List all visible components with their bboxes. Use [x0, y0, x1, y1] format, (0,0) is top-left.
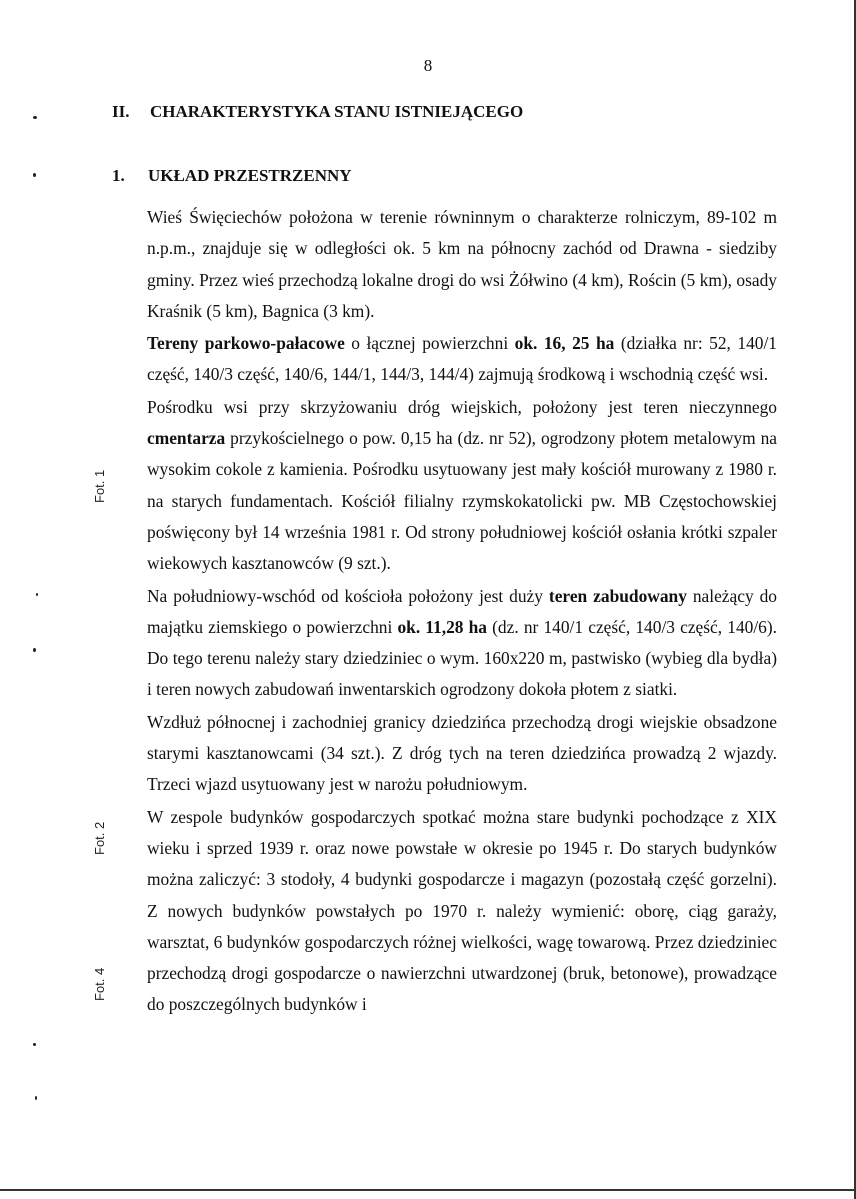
scan-speck: [35, 1096, 37, 1100]
paragraph-5: Wzdłuż północnej i zachodniej granicy dziedzińca przechodzą drogi wiejskie obsadzone starymi kasztanowcami (34 szt.). Z dróg tych na teren dziedzińca prowadzą 2 wjazdy. Trzeci wjazd usytuowany jest w narożu południowym.: [147, 711, 777, 795]
margin-label-fot-1: Fot. 1: [92, 469, 107, 503]
bold-term: Tereny parkowo-pałacowe: [147, 333, 345, 354]
scan-speck: [33, 173, 36, 177]
subsection-number: 1.: [112, 166, 125, 185]
margin-label-fot-4: Fot. 4: [92, 967, 107, 1001]
bold-term: ok. 16, 25 ha: [514, 333, 615, 354]
page-number: 8: [423, 56, 433, 75]
paragraph-4: [147, 581, 777, 706]
scan-edge-bottom: [0, 1189, 856, 1191]
bold-term: ok. 11,28 ha: [397, 616, 487, 637]
paragraph-1: Wieś Święciechów położona w terenie równinnym o charakterze rolniczym, 89-102 m n.p.m., znajduje się w odległości ok. 5 km na północny zachód od Drawna - siedziby gminy. Przez wieś przechodzą lokalne drogi do wsi Żółwino (4 km), Rościn (5 km), osady Kraśnik (5 km), Bagnica (3 km).: [147, 207, 777, 321]
margin-label-fot-2: Fot. 2: [92, 821, 107, 855]
paragraph-text: o łącznej powierzchni: [344, 333, 515, 354]
paragraph-2: [147, 328, 777, 391]
body-text: [147, 202, 777, 1021]
paragraph-text: (dz. nr 140/1 część, 140/3 część, 140/6). Do tego terenu należy stary dziedziniec o wym. 160x220 m, pastwisko (wybieg dla bydła) i teren nowych zabudowań inwentarskich ogrodzony dokoła płotem z siatki.: [147, 616, 778, 700]
bold-term: teren zabudowany: [548, 585, 687, 606]
paragraph-text: należący do majątku ziemskiego o powierzchni: [147, 585, 777, 637]
paragraph-6: W zespole budynków gospodarczych spotkać można stare budynki pochodzące z XIX wieku i sprzed 1939 r. oraz nowe powstałe w okresie po 1945 r. Do starych budynków można zaliczyć: 3 stodoły, 4 budynki gospodarcze i magazyn (pozostałą część gorzelni). Z nowych budynków powstałych po 1970 r. należy wymienić: oborę, ciąg garaży, warsztat, 6 budynków gospodarczych różnej wielkości, wagę towarową. Przez dziedziniec przechodzą drogi gospodarcze o nawierzchni utwardzonej (bruk, betonowe), prowadzące do poszczególnych budynków i: [147, 806, 777, 1015]
scan-speck: [33, 648, 36, 652]
paragraph-text: przykościelnego o pow. 0,15 ha (dz. nr 52), ogrodzony płotem metalowym na wysokim cokole z kamienia. Pośrodku usytuowany jest mały kościół murowany z 1980 r. na starych fundamentach. Kościół filialny rzymskokatolicki pw. MB Częstochowskiej poświęcony był 14 września 1981 r. Od strony południowej kościół osłania krótki szpaler wiekowych kasztanowców (9 szt.).: [147, 428, 777, 574]
bold-term: cmentarza: [147, 428, 226, 449]
paragraph-text: (działka nr: 52, 140/1 część, 140/3 część, 140/6, 144/1, 144/3, 144/4) zajmują środkową i wschodnią część wsi.: [147, 333, 777, 385]
paragraph-text: Na południowy-wschód od kościoła położony jest duży: [147, 585, 549, 606]
section-heading: [112, 102, 523, 122]
scan-speck: [36, 593, 38, 596]
scan-speck: [33, 1043, 36, 1046]
section-title: CHARAKTERYSTYKA STANU ISTNIEJĄCEGO: [150, 102, 524, 121]
scan-speck: [33, 116, 37, 119]
paragraph-3: [147, 392, 777, 580]
section-number: II.: [112, 102, 130, 121]
subsection-heading: [112, 166, 352, 186]
subsection-title: UKŁAD PRZESTRZENNY: [148, 166, 352, 185]
paragraph-text: Pośrodku wsi przy skrzyżowaniu dróg wiejskich, położony jest teren nieczynnego: [147, 396, 777, 417]
